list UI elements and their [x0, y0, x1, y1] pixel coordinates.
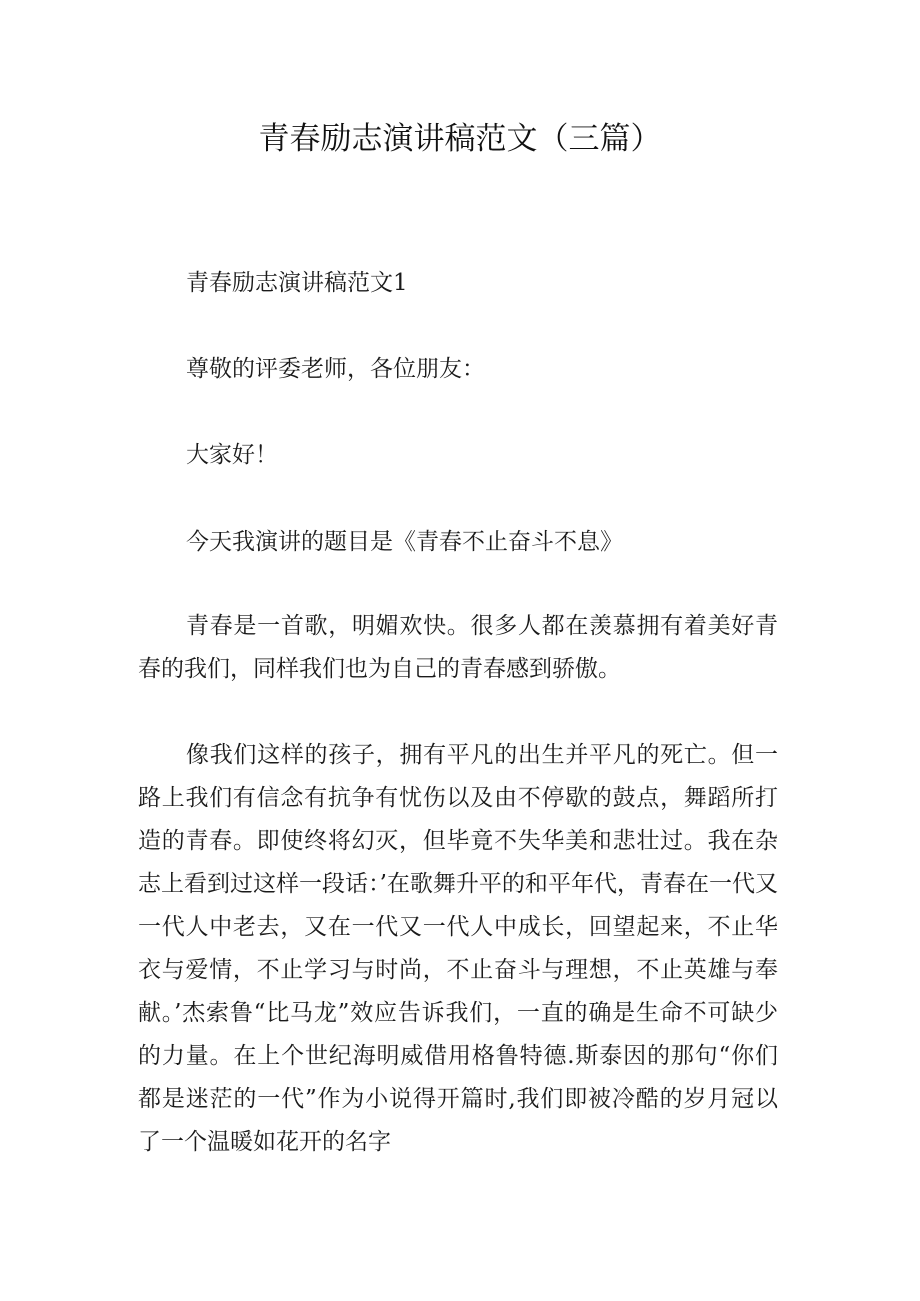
section-heading: 青春励志演讲稿范文1 [186, 270, 408, 296]
topic-line: 今天我演讲的题目是《青春不止奋斗不息》 [186, 529, 623, 555]
body-paragraph: 青春是一首歌，明媚欢快。很多人都在羡慕拥有着美好青春的我们，同样我们也为自己的青春感到骄傲。 [138, 613, 778, 682]
salutation: 尊敬的评委老师，各位朋友： [186, 356, 485, 382]
body-paragraph: 像我们这样的孩子，拥有平凡的出生并平凡的死亡。但一路上我们有信念有抗争有忧伤以及由不停歇的鼓点，舞蹈所打造的青春。即使终将幻灭，但毕竟不失华美和悲壮过。我在杂志上看到过这样一段话：’在歌舞升平的和平年代，青春在一代又一代人中老去，又在一代又一代人中成长，回望起来，不止华衣与爱情，不止学习与时尚，不止奋斗与理想，不止英雄与奉献。’杰索鲁“比马龙”效应告诉我们，一直的确是生命不可缺少的力量。在上个世纪海明威借用格鲁特德.斯泰因的那句“你们都是迷茫的一代”作为小说得开篇时,我们即被冷酷的岁月冠以了一个温暖如花开的名字 [138, 742, 778, 1155]
greeting: 大家好！ [186, 442, 278, 468]
document-title: 青春励志演讲稿范文（三篇） [258, 121, 662, 157]
